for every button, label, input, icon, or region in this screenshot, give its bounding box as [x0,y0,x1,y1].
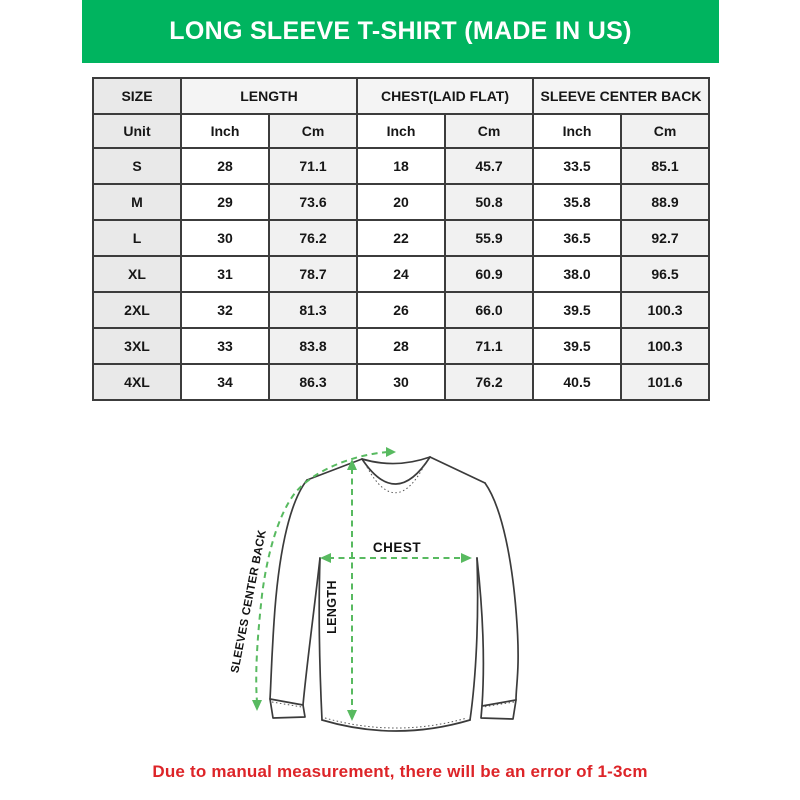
unit-cm: Cm [445,114,533,148]
value-cell: 20 [357,184,445,220]
chest-label: CHEST [372,540,422,555]
shirt-measurement-diagram [200,430,600,760]
sleeves-center-back-label: SLEEVES CENTER BACK [229,528,269,675]
value-cell: 18 [357,148,445,184]
value-cell: 100.3 [621,292,709,328]
unit-cm: Cm [621,114,709,148]
value-cell: 22 [357,220,445,256]
size-chart [92,77,710,401]
value-cell: 30 [357,364,445,400]
size-cell: 4XL [93,364,181,400]
col-header-size: SIZE [93,78,181,114]
size-chart-table [92,77,710,401]
value-cell: 96.5 [621,256,709,292]
value-cell: 33 [181,328,269,364]
value-cell: 39.5 [533,328,621,364]
value-cell: 30 [181,220,269,256]
measurement-arrows [252,447,472,721]
value-cell: 28 [357,328,445,364]
value-cell: 86.3 [269,364,357,400]
value-cell: 34 [181,364,269,400]
value-cell: 31 [181,256,269,292]
value-cell: 32 [181,292,269,328]
shirt-outline [270,457,518,731]
value-cell: 28 [181,148,269,184]
table-row [93,364,709,400]
measurement-error-note: Due to manual measurement, there will be an error of 1-3cm [152,762,648,781]
value-cell: 38.0 [533,256,621,292]
col-header-sleeve: SLEEVE CENTER BACK [533,78,709,114]
page-title: LONG SLEEVE T-SHIRT (MADE IN US) [169,17,632,45]
value-cell: 40.5 [533,364,621,400]
value-cell: 71.1 [445,328,533,364]
table-row [93,220,709,256]
value-cell: 66.0 [445,292,533,328]
size-cell: M [93,184,181,220]
length-label: LENGTH [325,580,339,634]
table-row [93,184,709,220]
value-cell: 92.7 [621,220,709,256]
unit-inch: Inch [181,114,269,148]
size-cell: XL [93,256,181,292]
value-cell: 60.9 [445,256,533,292]
unit-inch: Inch [533,114,621,148]
value-cell: 50.8 [445,184,533,220]
arrowheads [252,447,472,721]
value-cell: 29 [181,184,269,220]
unit-cm: Cm [269,114,357,148]
table-row [93,148,709,184]
unit-label: Unit [93,114,181,148]
value-cell: 24 [357,256,445,292]
value-cell: 26 [357,292,445,328]
value-cell: 36.5 [533,220,621,256]
title-banner [82,0,719,63]
value-cell: 73.6 [269,184,357,220]
value-cell: 100.3 [621,328,709,364]
value-cell: 33.5 [533,148,621,184]
table-header-row [93,78,709,114]
table-row [93,328,709,364]
sleeve-center-back-arrow-line [256,452,388,702]
value-cell: 45.7 [445,148,533,184]
value-cell: 55.9 [445,220,533,256]
value-cell: 39.5 [533,292,621,328]
value-cell: 85.1 [621,148,709,184]
value-cell: 81.3 [269,292,357,328]
value-cell: 88.9 [621,184,709,220]
value-cell: 76.2 [269,220,357,256]
unit-row [93,114,709,148]
size-cell: 3XL [93,328,181,364]
col-header-length: LENGTH [181,78,357,114]
size-cell: 2XL [93,292,181,328]
value-cell: 71.1 [269,148,357,184]
size-cell: L [93,220,181,256]
value-cell: 35.8 [533,184,621,220]
unit-inch: Inch [357,114,445,148]
table-row [93,292,709,328]
table-row [93,256,709,292]
value-cell: 101.6 [621,364,709,400]
size-cell: S [93,148,181,184]
value-cell: 83.8 [269,328,357,364]
value-cell: 76.2 [445,364,533,400]
value-cell: 78.7 [269,256,357,292]
col-header-chest: CHEST(LAID FLAT) [357,78,533,114]
